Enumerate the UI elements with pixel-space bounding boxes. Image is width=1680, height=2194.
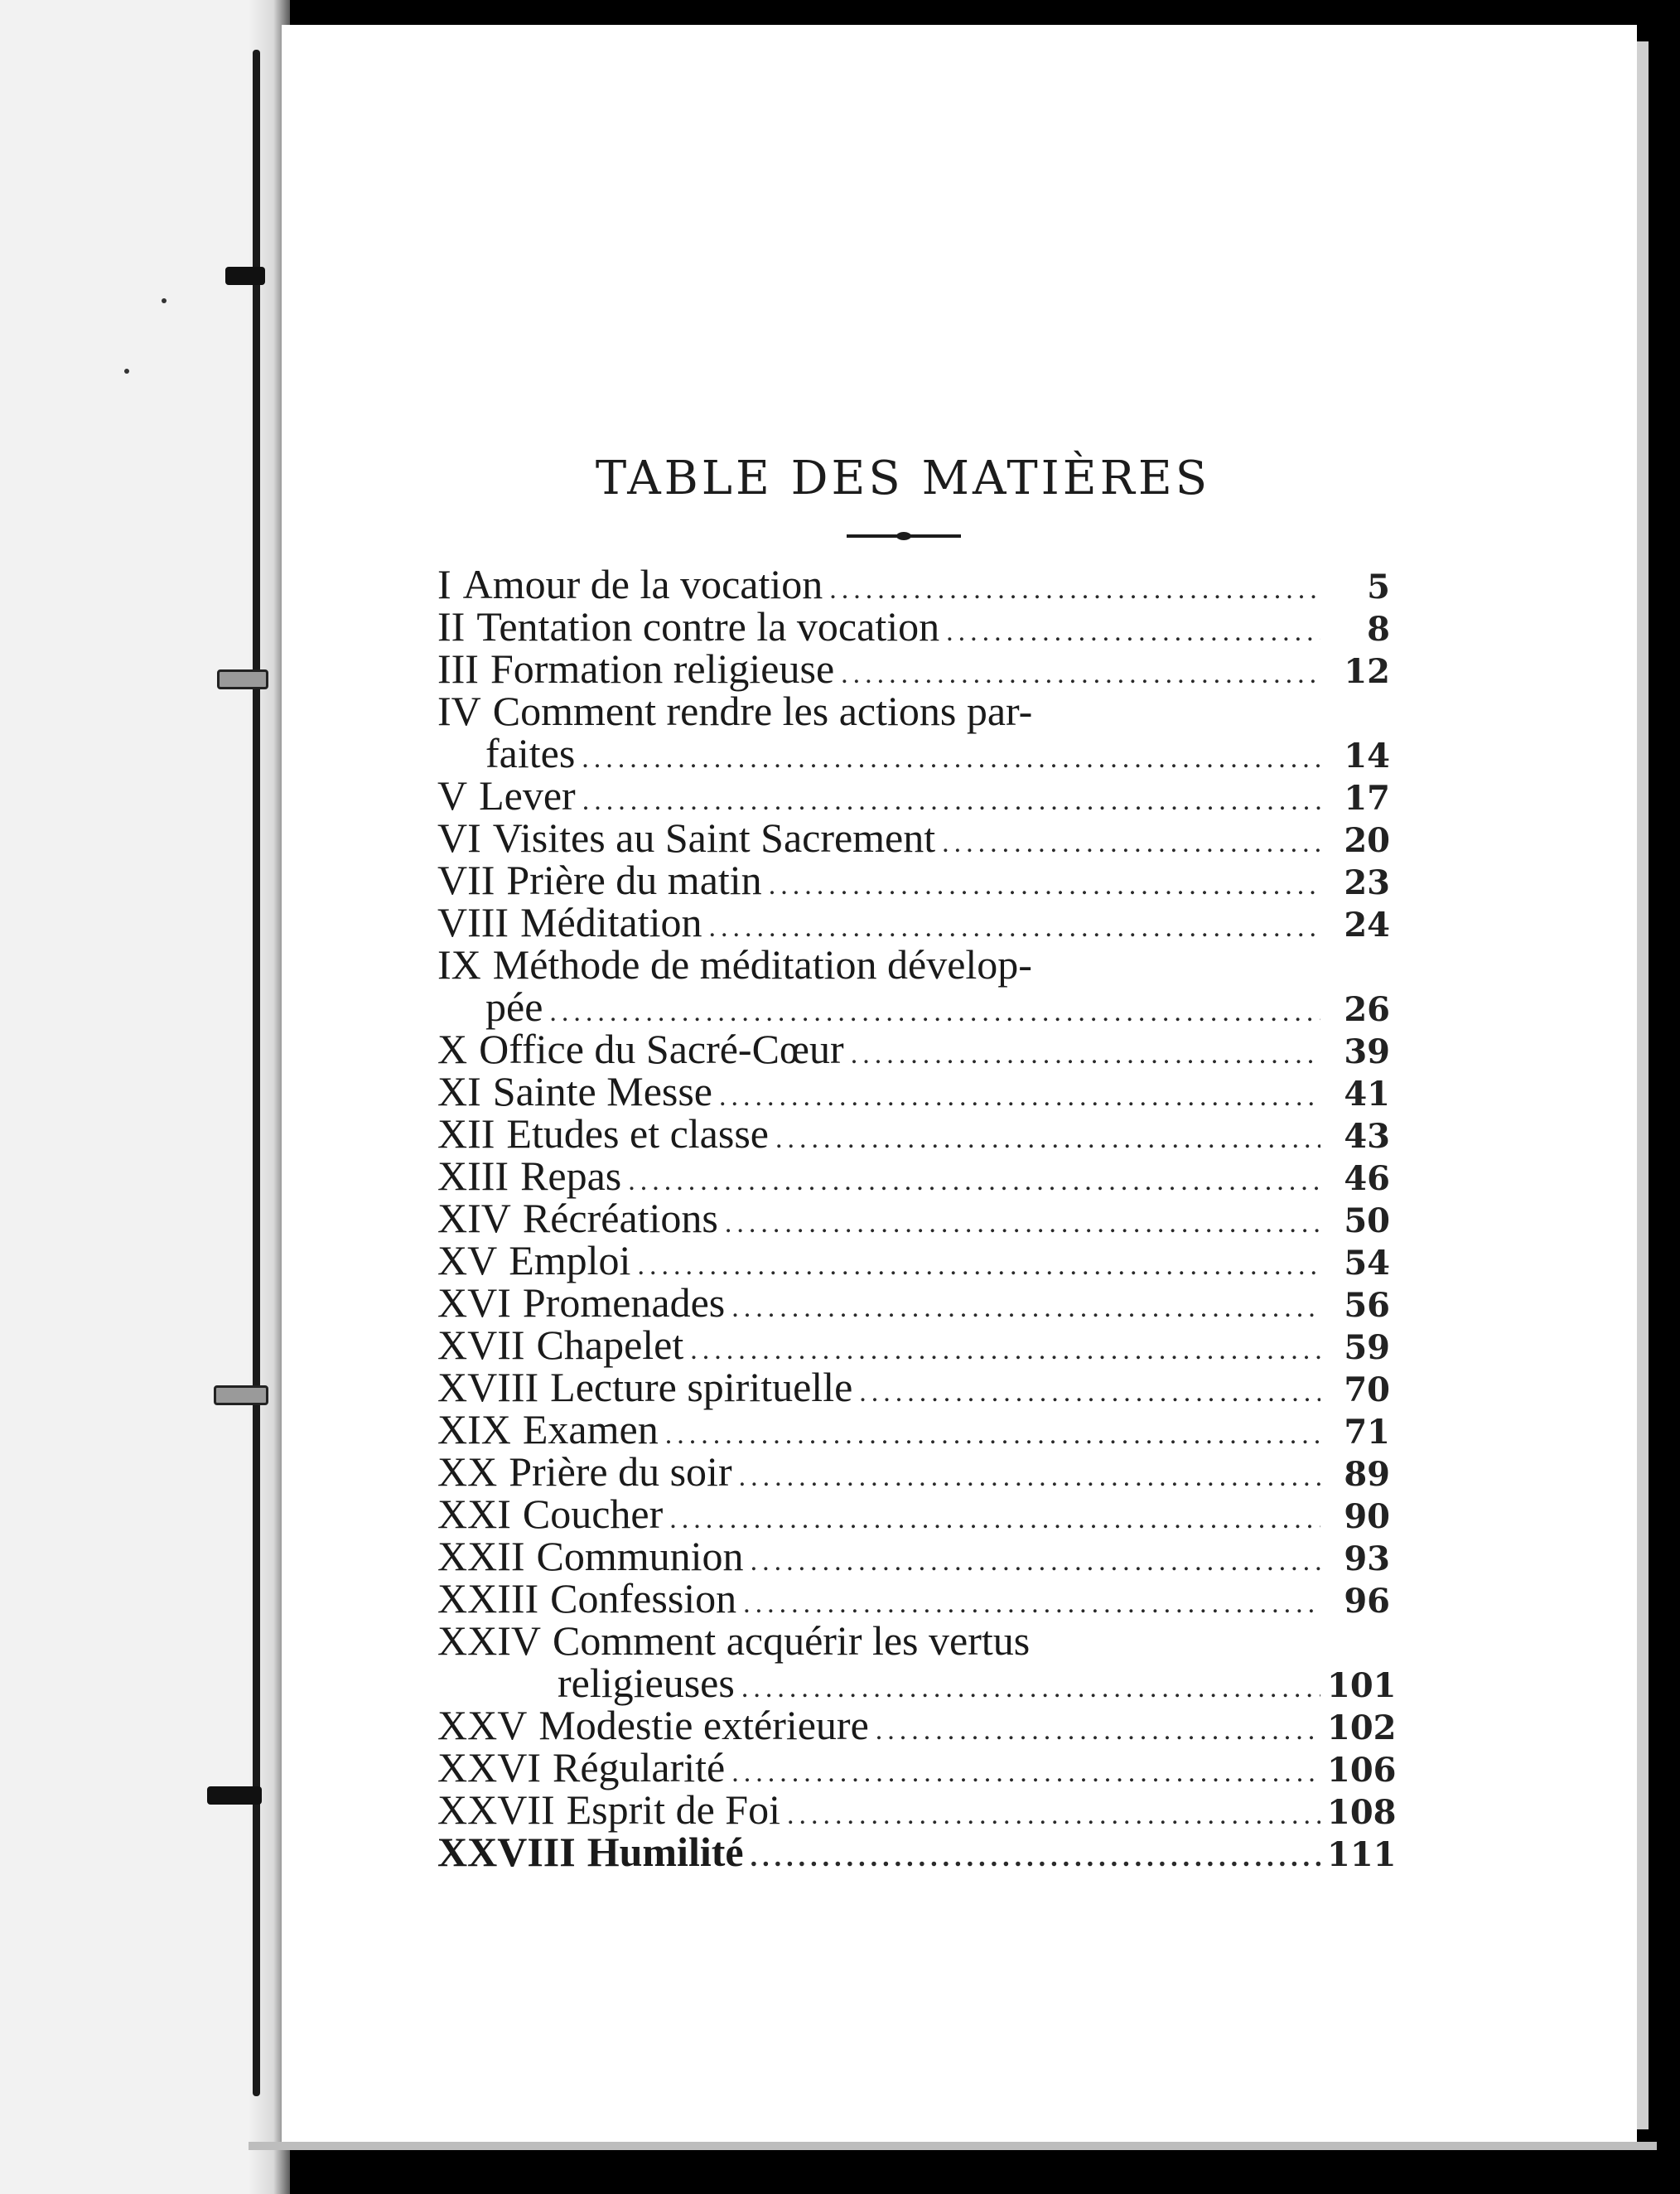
- chapter-title: Comment acquérir les vertus: [552, 1617, 1031, 1664]
- page-number: 71: [1344, 1413, 1390, 1452]
- toc-entry: [437, 856, 1390, 903]
- toc-entry: [437, 645, 1390, 692]
- chapter-number: XII: [437, 1110, 495, 1157]
- page-number: 89: [1344, 1455, 1390, 1494]
- chapter-number: XVI: [437, 1279, 511, 1326]
- toc-entry: [437, 1701, 1397, 1748]
- chapter-number: VIII: [437, 899, 509, 945]
- binding-stitch: [207, 1786, 262, 1805]
- chapter-number: XVIII: [437, 1364, 539, 1410]
- chapter-title: Office du Sacré-Cœur: [479, 1026, 844, 1072]
- page-title: TABLE DES MATIÈRES: [595, 452, 1211, 505]
- chapter-title: Méditation: [520, 899, 702, 945]
- dot-leader: [829, 574, 1320, 606]
- chapter-title-continued: religieuses: [558, 1660, 735, 1706]
- dot-leader: [708, 912, 1320, 944]
- chapter-number: XX: [437, 1448, 498, 1495]
- chapter-title-continued: faites: [485, 730, 576, 776]
- chapter-title: Promenades: [522, 1279, 726, 1326]
- toc-entry: [437, 1109, 1390, 1157]
- toc-entry: [437, 602, 1390, 650]
- toc-entry: [437, 1828, 1397, 1875]
- dot-leader: [942, 828, 1320, 859]
- toc-entry: [437, 687, 1390, 734]
- chapter-title: Régularité: [552, 1744, 726, 1790]
- chapter-title: Amour de la vocation: [462, 561, 823, 607]
- page-number: 101: [1327, 1666, 1397, 1705]
- page-number: 5: [1367, 568, 1390, 606]
- chapter-title: Chapelet: [536, 1322, 684, 1368]
- page-number: 41: [1344, 1075, 1390, 1114]
- chapter-number: VII: [437, 857, 495, 903]
- toc-entry: [437, 1152, 1390, 1199]
- page-number: 106: [1327, 1751, 1397, 1790]
- chapter-title: Lecture spirituelle: [550, 1364, 853, 1410]
- chapter-number: I: [437, 561, 451, 607]
- chapter-title: Examen: [522, 1406, 659, 1452]
- dot-leader: [731, 1757, 1320, 1789]
- chapter-title: Visites au Saint Sacrement: [492, 814, 936, 861]
- dot-leader: [665, 1419, 1320, 1451]
- chapter-number: XXI: [437, 1491, 511, 1537]
- page-number: 54: [1344, 1244, 1390, 1283]
- toc-entry: [437, 1236, 1390, 1283]
- page-number: 26: [1344, 990, 1390, 1029]
- dot-leader: [739, 1462, 1320, 1493]
- page-number: 20: [1344, 821, 1390, 860]
- dot-leader: [751, 1842, 1320, 1873]
- page-number: 108: [1327, 1793, 1397, 1832]
- toc-entry: [437, 1194, 1390, 1241]
- toc-entry: [437, 1447, 1390, 1495]
- page-number: 39: [1344, 1032, 1390, 1071]
- chapter-title: Emploi: [509, 1237, 631, 1283]
- chapter-title: Prière du matin: [506, 857, 762, 903]
- page-number: 14: [1344, 737, 1390, 776]
- dot-leader: [851, 1039, 1320, 1070]
- page-number: 50: [1344, 1201, 1390, 1240]
- dot-leader: [669, 1504, 1320, 1535]
- chapter-title: Communion: [536, 1533, 744, 1579]
- dot-leader: [719, 1081, 1320, 1113]
- page-number: 90: [1344, 1497, 1390, 1536]
- chapter-title: Sainte Messe: [492, 1068, 712, 1114]
- chapter-title: Confession: [550, 1575, 737, 1621]
- chapter-title: Modestie extérieure: [538, 1702, 869, 1748]
- toc-entry-continuation: [437, 1659, 1397, 1706]
- toc-entry-continuation: [437, 983, 1390, 1030]
- chapter-number: XXVI: [437, 1744, 541, 1790]
- toc-entry: [437, 1025, 1390, 1072]
- toc-entry: [437, 1363, 1390, 1410]
- page-number: 12: [1344, 652, 1390, 691]
- page-number: 8: [1367, 610, 1390, 649]
- toc-entry: [437, 1532, 1390, 1579]
- table-of-contents: [437, 560, 1397, 1875]
- dot-leader: [859, 1377, 1320, 1409]
- page-number: 56: [1344, 1286, 1390, 1325]
- dot-leader: [549, 997, 1320, 1028]
- toc-entry: [437, 771, 1390, 819]
- toc-entry: [437, 1321, 1390, 1368]
- dot-leader: [628, 1166, 1320, 1197]
- speck: [124, 369, 129, 374]
- toc-entry: [437, 1405, 1390, 1452]
- dot-leader: [775, 1124, 1320, 1155]
- toc-entry: [437, 1743, 1397, 1790]
- dot-leader: [787, 1800, 1320, 1831]
- dot-leader: [582, 743, 1320, 775]
- chapter-number: XV: [437, 1237, 498, 1283]
- chapter-number: V: [437, 772, 468, 819]
- page-number: 93: [1344, 1539, 1390, 1578]
- dot-leader: [731, 1293, 1320, 1324]
- toc-entry: [437, 1574, 1390, 1621]
- chapter-title: Lever: [479, 772, 576, 819]
- dot-leader: [876, 1715, 1320, 1747]
- dot-leader: [841, 659, 1320, 690]
- chapter-number: XXVII: [437, 1786, 555, 1833]
- chapter-title: Humilité: [587, 1829, 744, 1875]
- chapter-title: Tentation contre la vocation: [476, 603, 940, 650]
- chapter-number: III: [437, 645, 479, 692]
- chapter-number: XVII: [437, 1322, 525, 1368]
- chapter-title: Esprit de Foi: [566, 1786, 780, 1833]
- chapter-title: Méthode de méditation dévelop-: [492, 941, 1032, 988]
- toc-entry: [437, 1786, 1397, 1833]
- page-number: 23: [1344, 863, 1390, 902]
- chapter-number: II: [437, 603, 466, 650]
- dot-leader: [637, 1250, 1320, 1282]
- page-number: 46: [1344, 1159, 1390, 1198]
- chapter-title: Comment rendre les actions par-: [492, 688, 1033, 734]
- toc-entry: [437, 560, 1390, 607]
- chapter-number: XXIV: [437, 1617, 541, 1664]
- page-number: 17: [1344, 779, 1390, 818]
- title-rule: [847, 534, 961, 538]
- page-number: 59: [1344, 1328, 1390, 1367]
- left-page-edge: [0, 0, 282, 2194]
- dot-leader: [769, 870, 1320, 901]
- page-number: 96: [1344, 1582, 1390, 1621]
- chapter-number: IV: [437, 688, 481, 734]
- binding-stitch: [214, 1385, 268, 1405]
- chapter-number: XIV: [437, 1195, 511, 1241]
- page-number: 43: [1344, 1117, 1390, 1156]
- chapter-title: Prière du soir: [509, 1448, 732, 1495]
- dot-leader: [946, 616, 1320, 648]
- chapter-title-continued: pée: [485, 983, 543, 1030]
- chapter-number: XXVIII: [437, 1829, 576, 1875]
- page-number: 70: [1344, 1370, 1390, 1409]
- chapter-number: XXV: [437, 1702, 528, 1748]
- chapter-number: XXIII: [437, 1575, 539, 1621]
- chapter-number: XI: [437, 1068, 481, 1114]
- toc-entry: [437, 1617, 1390, 1664]
- toc-entry: [437, 814, 1390, 861]
- chapter-number: IX: [437, 941, 481, 988]
- toc-entry: [437, 1490, 1390, 1537]
- dot-leader: [690, 1335, 1320, 1366]
- binding-stitch: [217, 669, 268, 689]
- dot-leader: [582, 785, 1320, 817]
- speck: [162, 298, 167, 303]
- dot-leader: [741, 1673, 1320, 1704]
- chapter-title: Etudes et classe: [506, 1110, 769, 1157]
- chapter-number: XXII: [437, 1533, 525, 1579]
- dot-leader: [725, 1208, 1320, 1240]
- chapter-title: Repas: [520, 1153, 622, 1199]
- chapter-title: Coucher: [522, 1491, 664, 1537]
- chapter-title: Récréations: [522, 1195, 718, 1241]
- toc-entry: [437, 940, 1390, 988]
- page-edge-bottom: [249, 2142, 1657, 2150]
- dot-leader: [743, 1588, 1320, 1620]
- page-number: 102: [1327, 1708, 1397, 1747]
- toc-entry: [437, 1278, 1390, 1326]
- chapter-number: XIX: [437, 1406, 511, 1452]
- toc-entry-continuation: [437, 729, 1390, 776]
- chapter-number: VI: [437, 814, 481, 861]
- page-number: 24: [1344, 906, 1390, 945]
- page-number: 111: [1327, 1835, 1397, 1874]
- toc-entry: [437, 1067, 1390, 1114]
- dot-leader: [751, 1546, 1320, 1578]
- binding-stitch: [225, 267, 265, 285]
- page-edge-right: [1637, 41, 1649, 2129]
- chapter-title: Formation religieuse: [490, 645, 835, 692]
- chapter-number: XIII: [437, 1153, 509, 1199]
- toc-entry: [437, 898, 1390, 945]
- chapter-number: X: [437, 1026, 468, 1072]
